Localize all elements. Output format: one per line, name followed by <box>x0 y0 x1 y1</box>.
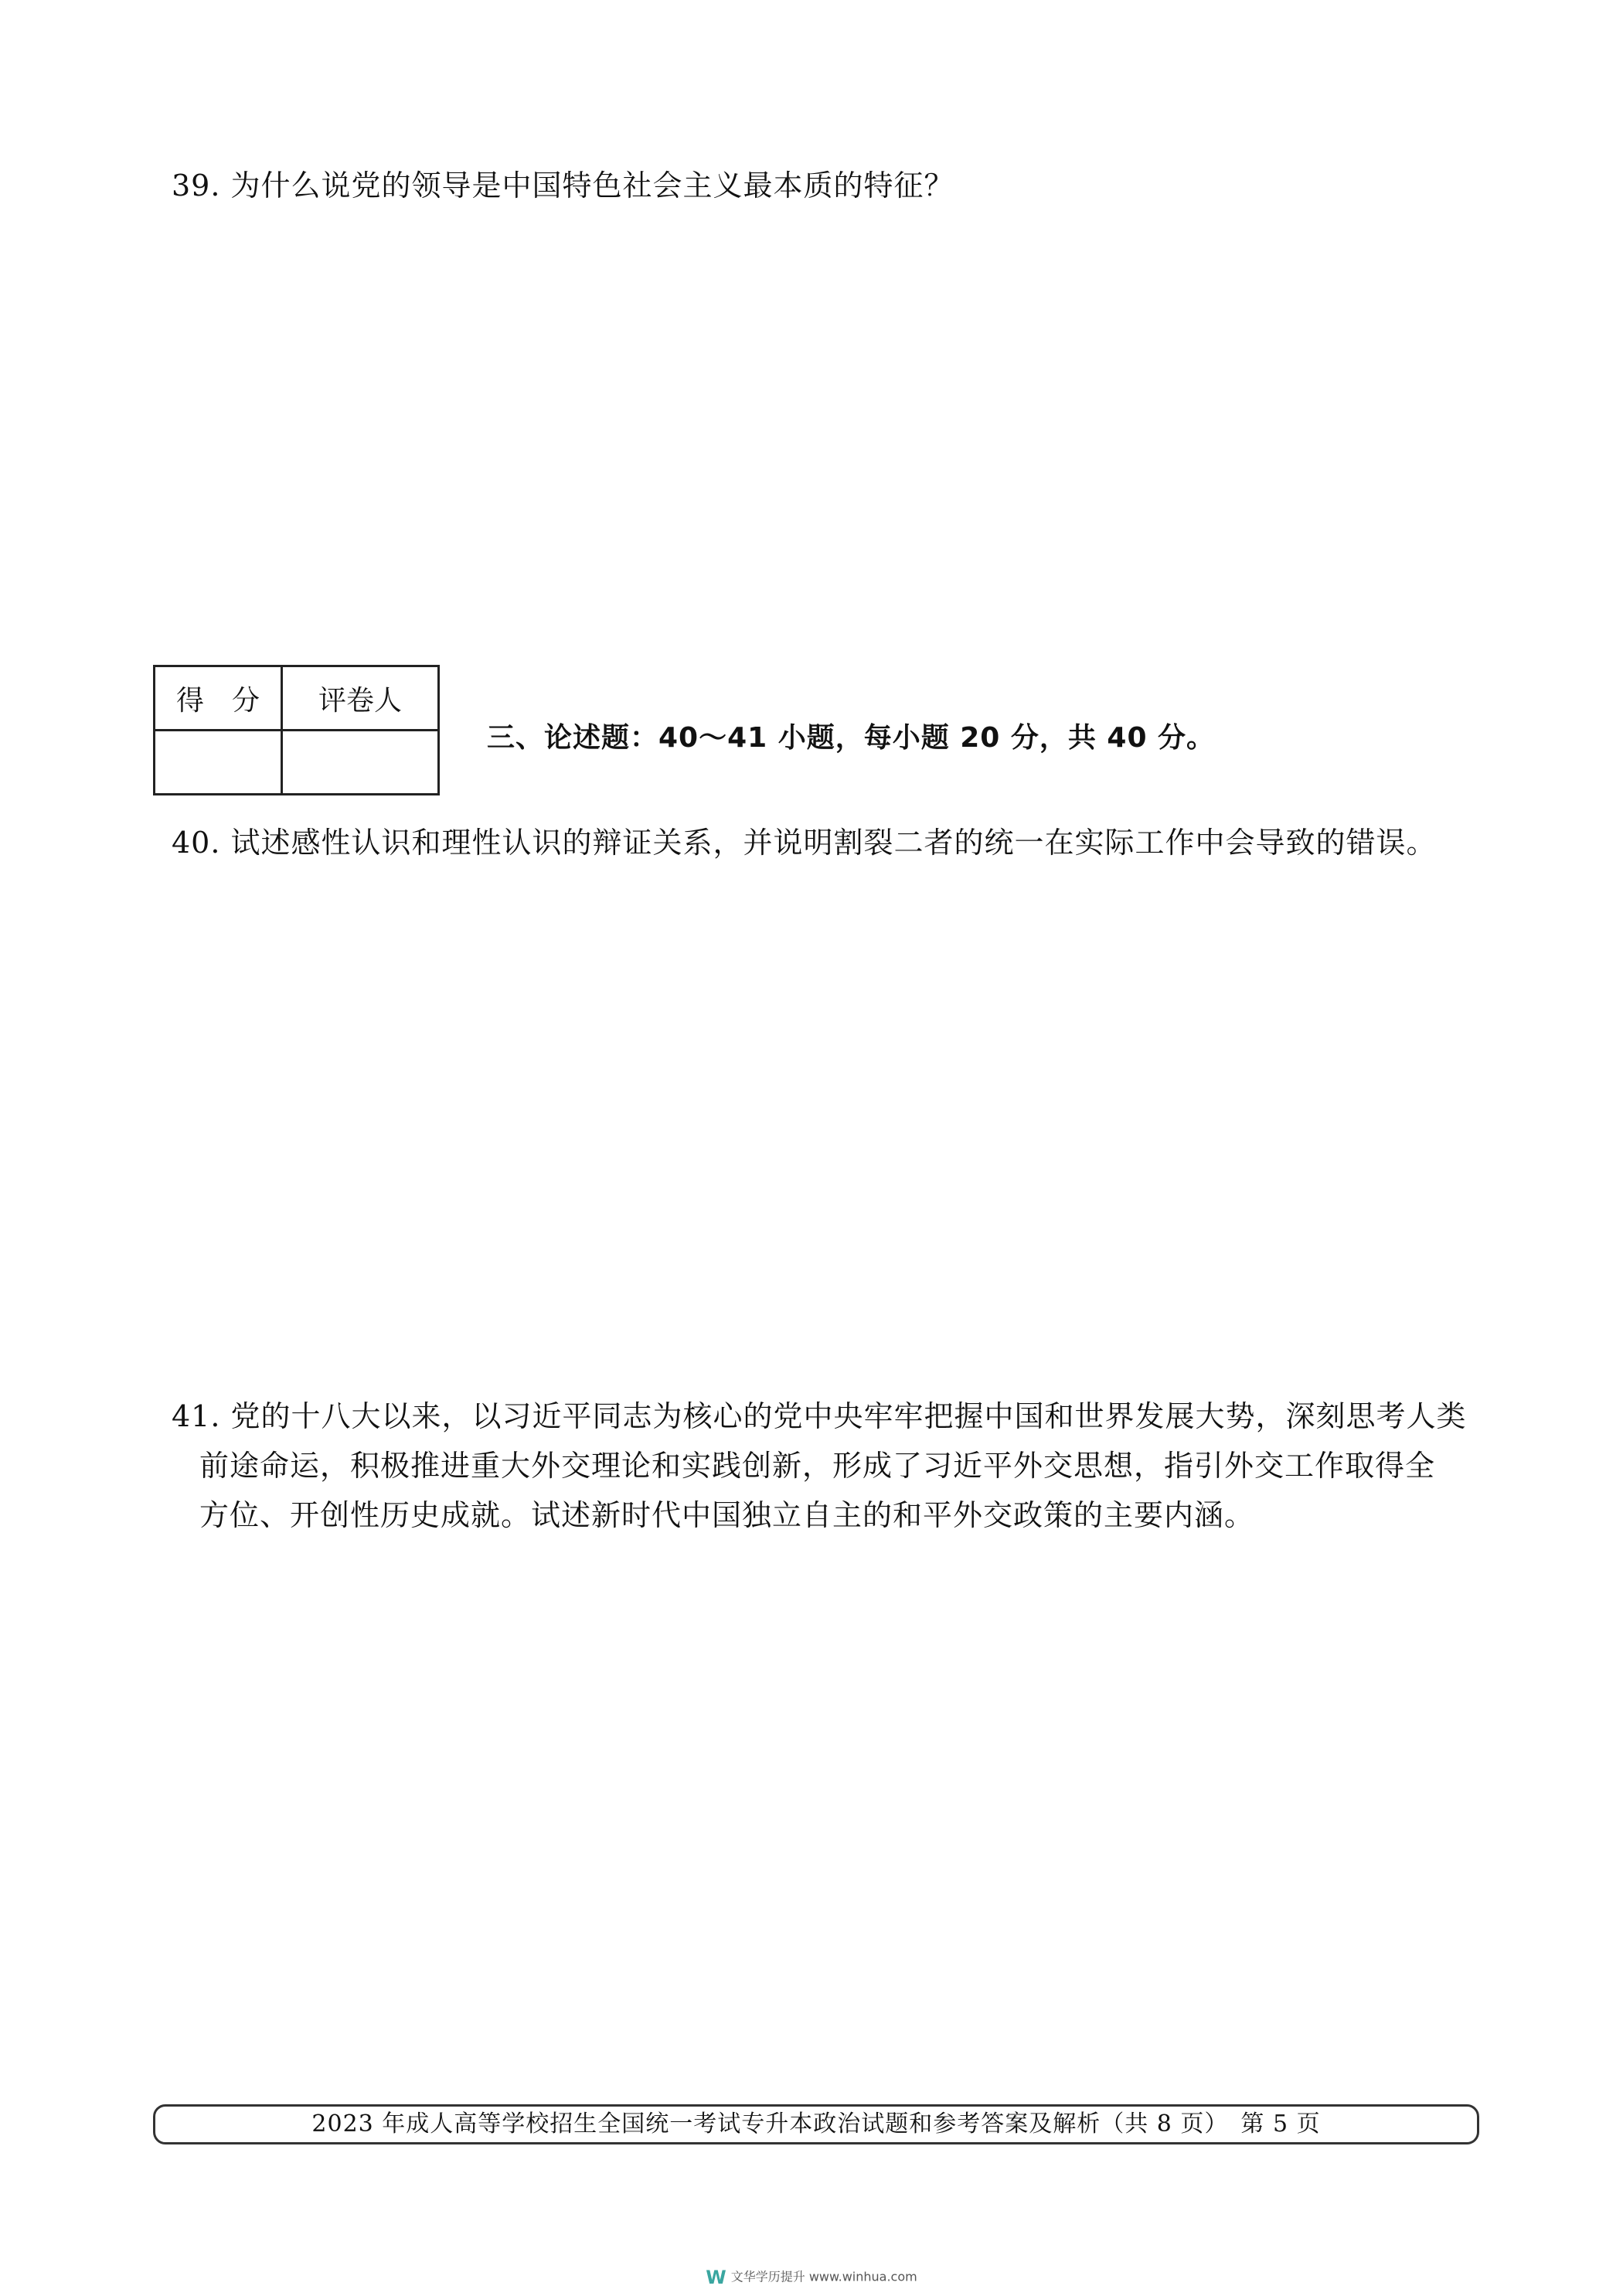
section-title: 三、论述题：40～41 小题，每小题 20 分，共 40 分。 <box>487 722 1216 754</box>
watermark <box>0 2267 1623 2288</box>
question-39: 39. 为什么说党的领导是中国特色社会主义最本质的特征？ <box>172 169 954 203</box>
question-40: 40. 试述感性认识和理性认识的辩证关系，并说明割裂二者的统一在实际工作中会导致的错误。 <box>172 826 1437 860</box>
grader-cell[interactable] <box>282 731 439 795</box>
grader-label: 评卷人 <box>282 666 439 731</box>
score-table <box>153 665 440 795</box>
winhua-logo-icon: W <box>706 2267 726 2288</box>
score-label: 得 分 <box>155 666 282 731</box>
question-41-line-1: 41. 党的十八大以来，以习近平同志为核心的党中央牢牢把握中国和世界发展大势，深刻思考人类 <box>172 1399 1467 1433</box>
score-cell[interactable] <box>155 731 282 795</box>
watermark-text: 文华学历提升 www.winhua.com <box>730 2269 917 2284</box>
page-footer: 2023 年成人高等学校招生全国统一考试专升本政治试题和参考答案及解析（共 8 页） 第 5 页 <box>153 2104 1479 2144</box>
question-41-line-3: 方位、开创性历史成就。试述新时代中国独立自主的和平外交政策的主要内涵。 <box>199 1498 1255 1532</box>
question-41-line-2: 前途命运，积极推进重大外交理论和实践创新，形成了习近平外交思想，指引外交工作取得全 <box>199 1449 1436 1483</box>
